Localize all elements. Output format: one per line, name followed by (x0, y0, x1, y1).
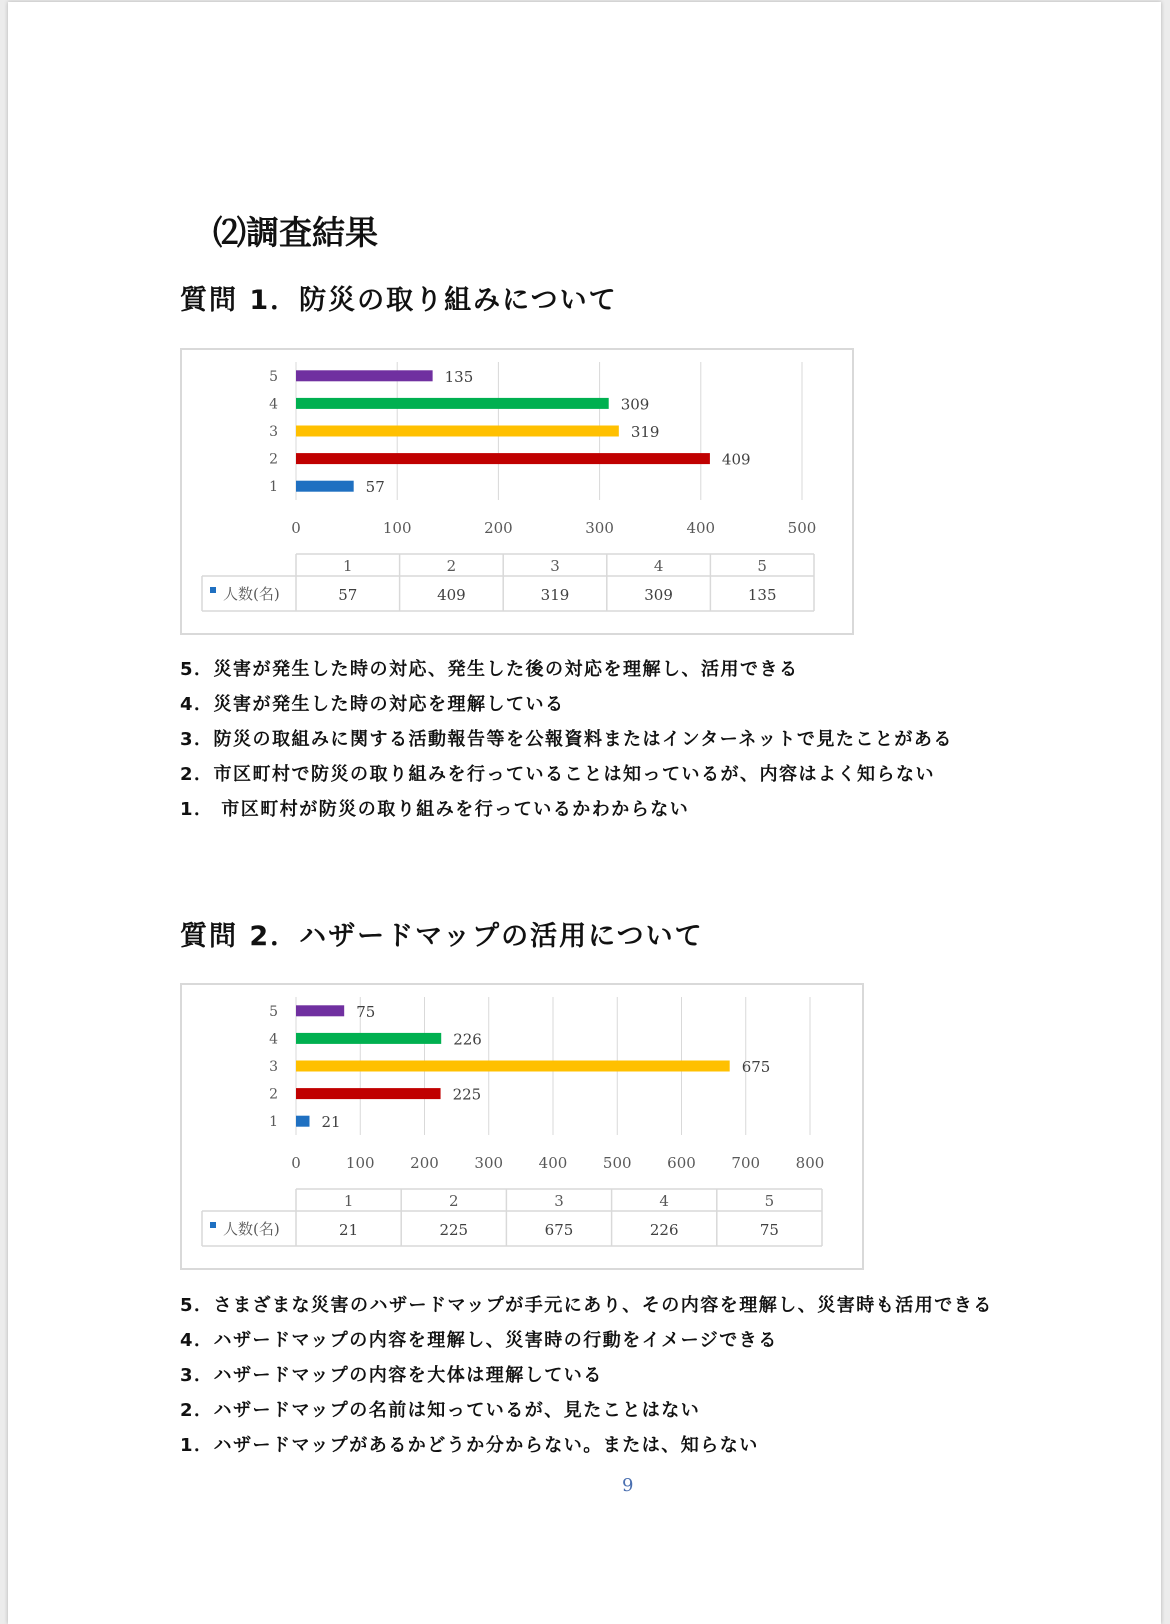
x-tick-label: 100 (382, 519, 412, 537)
table-header: 5 (757, 557, 767, 575)
bar-5 (296, 370, 433, 381)
y-tick-label: 3 (269, 424, 278, 440)
legend-marker (210, 587, 216, 593)
chart-2-svg (182, 985, 862, 1268)
x-tick-label: 300 (585, 519, 614, 537)
bar-3 (296, 1061, 730, 1072)
x-tick-label: 200 (484, 519, 513, 537)
option-4: 4．災害が発生した時の対応を理解している (180, 694, 565, 715)
y-tick-label: 4 (269, 396, 278, 413)
x-tick-label: 500 (602, 1154, 632, 1172)
table-value: 135 (747, 586, 777, 604)
x-tick-label: 100 (345, 1154, 375, 1172)
table-header: 1 (343, 1192, 354, 1210)
table-value: 75 (759, 1221, 779, 1239)
y-tick-label: 1 (269, 479, 278, 496)
x-tick-label: 300 (474, 1154, 504, 1172)
x-tick-label: 0 (291, 1154, 301, 1172)
y-tick-label: 2 (269, 451, 278, 468)
data-label: 319 (630, 423, 660, 441)
bar-3 (296, 426, 619, 437)
bar-2 (296, 1088, 441, 1099)
data-label: 75 (356, 1002, 376, 1021)
option-5: 5．災害が発生した時の対応、発生した後の対応を理解し、活用できる (180, 659, 799, 680)
data-label: 21 (321, 1113, 341, 1132)
legend-label: 人数(名) (223, 1220, 280, 1238)
question-1-title: 質問 1．防災の取り組みについて (180, 285, 618, 316)
x-tick-label: 700 (731, 1154, 761, 1172)
y-tick-label: 4 (269, 1031, 278, 1048)
option-4: 4．ハザードマップの内容を理解し、災害時の行動をイメージできる (180, 1330, 778, 1351)
x-tick-label: 500 (787, 519, 817, 537)
y-tick-label: 2 (269, 1086, 278, 1103)
bar-4 (296, 398, 609, 409)
data-label: 57 (365, 478, 385, 497)
y-tick-label: 1 (269, 1114, 278, 1131)
table-header: 5 (764, 1192, 775, 1210)
bar-1 (296, 481, 354, 492)
x-tick-label: 200 (410, 1154, 439, 1172)
table-value: 309 (644, 586, 673, 604)
option-3: 3．防災の取組みに関する活動報告等を公報資料またはインターネットで見たことがある (180, 729, 953, 750)
chart-1-svg (182, 350, 852, 633)
table-value: 409 (437, 586, 466, 604)
table-value: 21 (339, 1221, 359, 1239)
x-tick-label: 400 (686, 519, 716, 537)
bar-1 (296, 1116, 309, 1127)
table-header: 1 (343, 557, 353, 575)
table-header: 3 (550, 557, 560, 575)
data-label: 226 (453, 1030, 482, 1049)
bar-5 (296, 1005, 344, 1016)
table-value: 675 (544, 1221, 574, 1239)
question-2-options (180, 1288, 993, 1463)
chart-2 (180, 983, 864, 1270)
option-2: 2．ハザードマップの名前は知っているが、見たことはない (180, 1400, 701, 1421)
data-label: 225 (452, 1085, 482, 1104)
table-value: 57 (338, 586, 358, 604)
table-value: 225 (439, 1221, 469, 1239)
x-tick-label: 0 (291, 519, 301, 537)
table-header: 2 (449, 1192, 459, 1210)
chart-1 (180, 348, 854, 635)
y-tick-label: 3 (269, 1059, 278, 1075)
data-label: 675 (741, 1058, 771, 1076)
page-number: 9 (622, 1475, 634, 1496)
table-header: 2 (446, 557, 457, 575)
y-tick-label: 5 (269, 368, 278, 385)
y-tick-label: 5 (269, 1003, 278, 1020)
table-header: 3 (554, 1192, 564, 1210)
data-label: 309 (620, 395, 650, 414)
bar-4 (296, 1033, 441, 1044)
table-header: 4 (653, 557, 664, 575)
option-5: 5．さまざまな災害のハザードマップが手元にあり、その内容を理解し、災害時も活用できる (180, 1295, 993, 1316)
x-tick-label: 400 (538, 1154, 568, 1172)
section-title: ⑵調査結果 (213, 213, 378, 252)
legend-marker (210, 1222, 216, 1228)
data-label: 135 (444, 367, 474, 386)
table-value: 319 (540, 586, 570, 604)
x-tick-label: 600 (667, 1154, 696, 1172)
option-2: 2．市区町村で防災の取り組みを行っていることは知っているが、内容はよく知らない (180, 764, 936, 785)
option-1: 1．ハザードマップがあるかどうか分からない。または、知らない (180, 1435, 759, 1456)
legend-label: 人数(名) (223, 585, 280, 603)
document-page (8, 2, 1161, 1624)
table-header: 4 (659, 1192, 669, 1210)
bar-2 (296, 453, 710, 464)
table-value: 226 (649, 1221, 679, 1239)
question-1-options (180, 652, 953, 827)
option-3: 3．ハザードマップの内容を大体は理解している (180, 1365, 603, 1386)
x-tick-label: 800 (795, 1154, 825, 1172)
data-label: 409 (721, 450, 751, 469)
question-2-title: 質問 2．ハザードマップの活用について (180, 921, 704, 952)
option-1: 1． 市区町村が防災の取り組みを行っているかわからない (180, 799, 690, 820)
